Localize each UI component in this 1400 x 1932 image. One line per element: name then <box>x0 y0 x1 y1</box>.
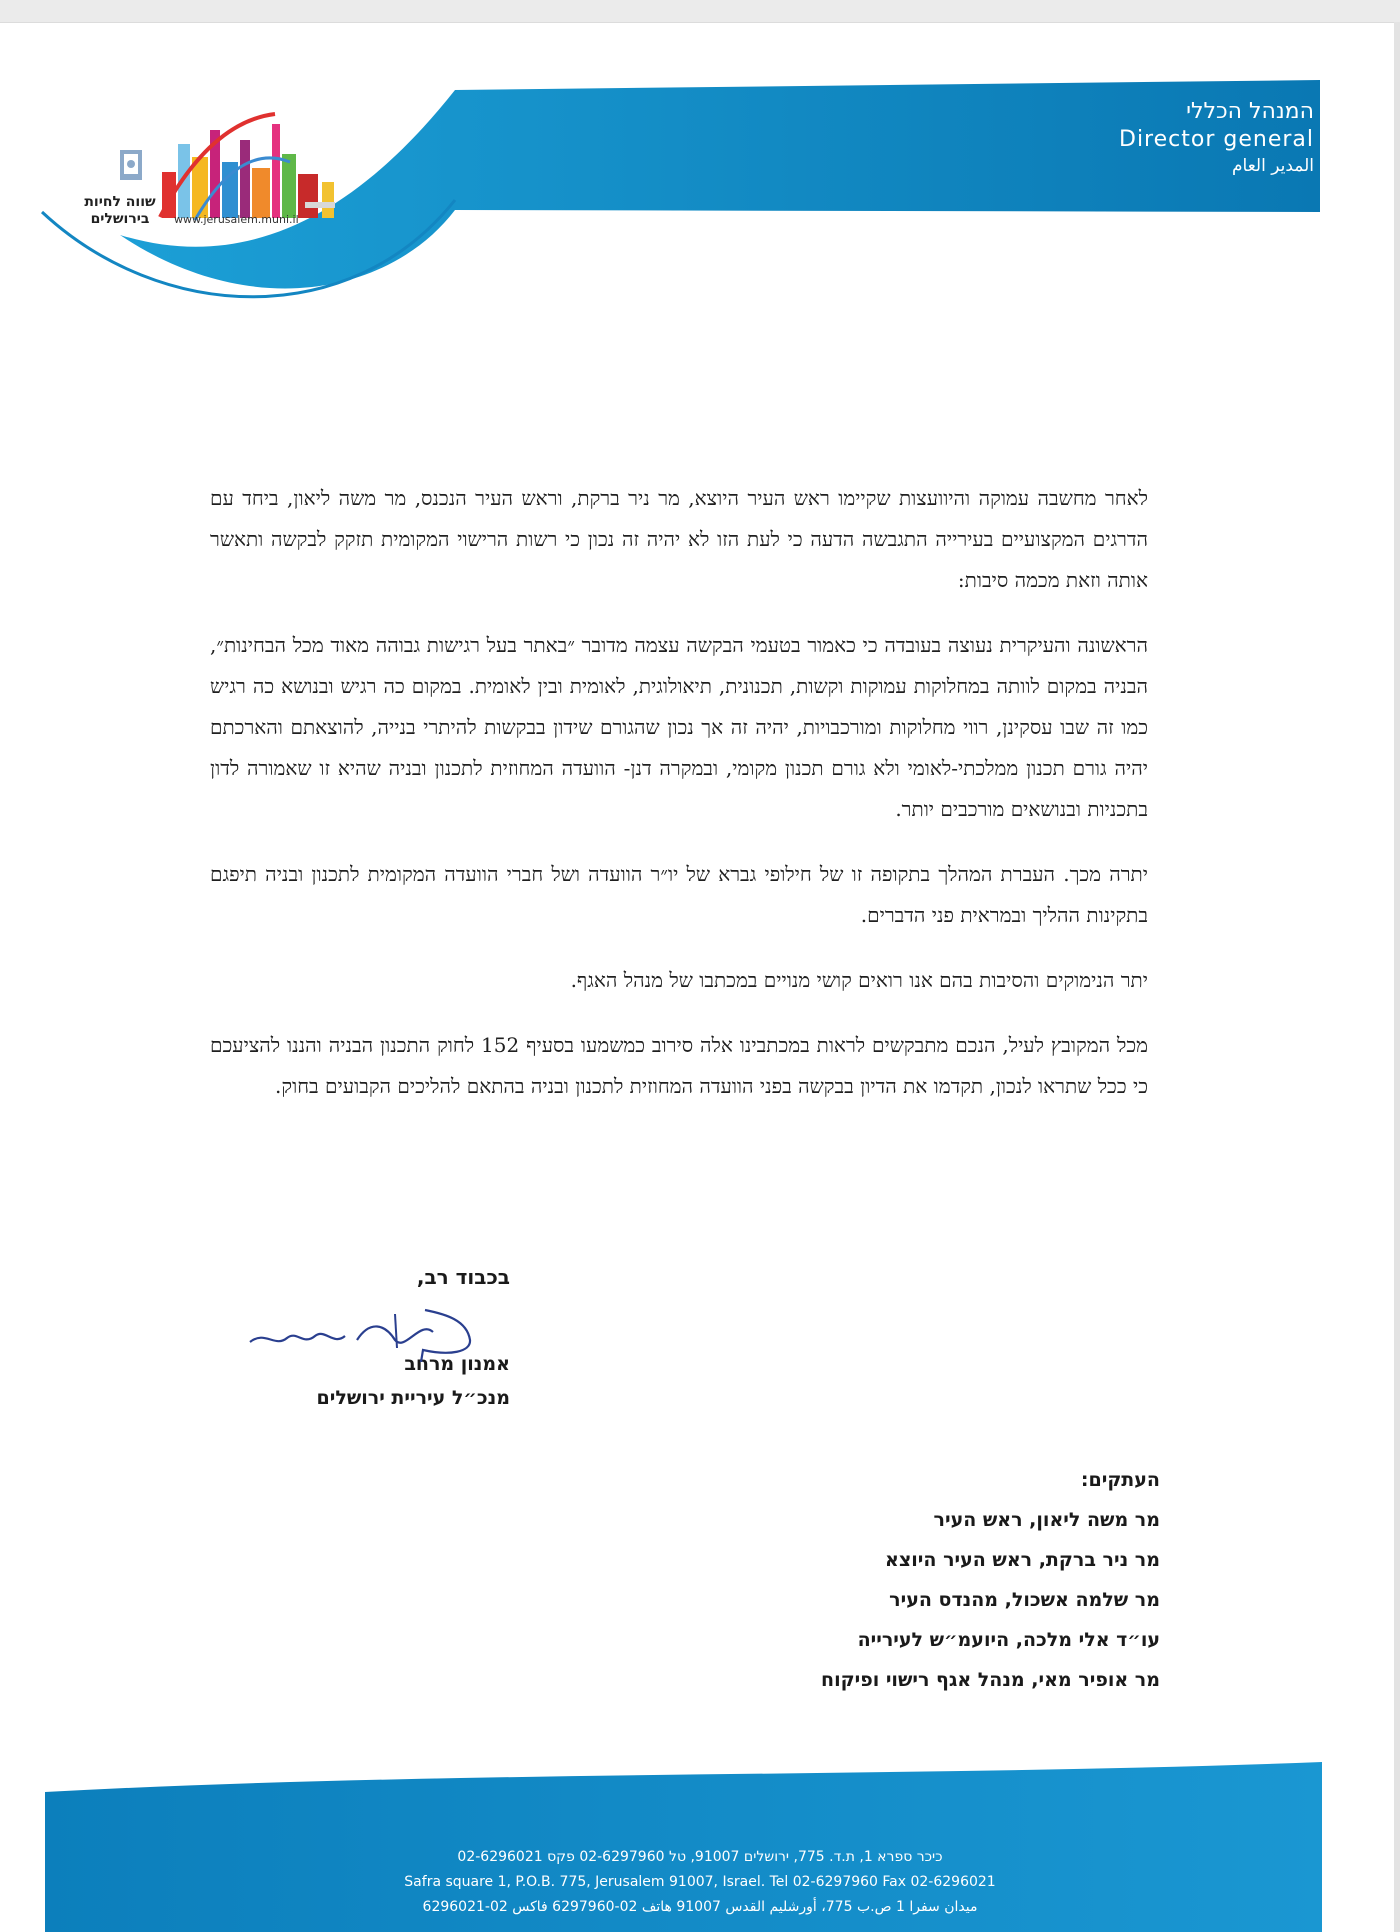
handwritten-signature <box>245 1300 485 1362</box>
cc-item: מר שלמה אשכול, מהנדס העיר <box>889 1589 1160 1611</box>
title-arabic: المدير العام <box>1232 156 1314 176</box>
body-paragraph-1: לאחר מחשבה עמוקה והיוועצות שקיימו ראש העיר היוצא, מר ניר ברקת, וראש העיר הנכנס, מר משה ליאון, ביחד עם הדרגים המקצועיים בעירייה התגבשה הדעה כי לעת הזו לא יהיה זה נכון כי רשות הרישוי המקומית תזקק לבקשה ותאשר אותה וזאת מכמה סיבות: <box>210 486 1148 592</box>
title-hebrew: המנהל הכללי <box>1186 99 1314 124</box>
logo-slogan: שווה לחיות בירושלים <box>84 194 156 227</box>
cc-item: עו״ד אלי מלכה, היועמ״ש לעירייה <box>857 1629 1160 1651</box>
letter-body <box>210 478 1148 1131</box>
regards-text: בכבוד רב, <box>416 1265 510 1289</box>
footer-line-hebrew: כיכר ספרא 1, ת.ד. 775, ירושלים 91007, טל 02-6297960 פקס 02-6296021 <box>457 1849 943 1865</box>
viewer-top-bar <box>0 0 1400 23</box>
signer-title: מנכ״ל עיריית ירושלים <box>316 1387 510 1409</box>
footer-line-arabic: ميدان سفرا 1 ص.ب 775، أورشليم القدس 91007 هاتف 02-6297960 فاكس 02-6296021 <box>422 1899 978 1915</box>
footer-line-english: Safra square 1, P.O.B. 775, Jerusalem 91007, Israel. Tel 02-6297960 Fax 02-6296021 <box>404 1874 996 1890</box>
title-english: Director general <box>1119 127 1314 152</box>
director-general-title <box>954 98 1314 178</box>
body-paragraph-3: יתרה מכך. העברת המהלך בתקופה זו של חילופי גברא של יו״ר הוועדה ושל חברי הוועדה המקומית לתכנון ובניה תיפגם בתקינות ההליך ובמראית פני הדברים. <box>210 862 1148 927</box>
body-paragraph-5: מכל המקובץ לעיל, הנכם מתבקשים לראות במכתבינו אלה סירוב כמשמעו בסעיף 152 לחוק התכנון הבניה והננו להציעכם כי ככל שתראו לנכון, תקדמו את הדיון בבקשה בפני הוועדה המחוזית לתכנון ובניה בהתאם להליכים הקבועים בחוק. <box>210 1033 1148 1098</box>
body-paragraph-2: הראשונה והעיקרית נעוצה בעובדה כי כאמור בטעמי הבקשה עצמה מדובר ״באתר בעל רגישות גבוהה מאוד מכל הבחינות״, הבניה במקום לוותה במחלוקות עמוקות וקשות, תכנונית, תיאולוגית, לאומית ובין לאומית. במקום כה רגיש ובנושא כה רגיש כמו זה שבו עסקינן, רווי מחלוקות ומורכבויות, יהיה זה אך נכון שהגורם שידון בבקשות להיתרי בנייה, להוצאתם והארכתם יהיה גורם תכנון ממלכתי-לאומי ולא גורם תכנון מקומי, ובמקרה דנן- הוועדה המחוזית לתכנון ובניה שהיא זו שאמורה לדון בתכניות ובנושאים מורכבים יותר. <box>210 633 1148 821</box>
logo-url: www.jerusalem.muni.il <box>174 213 299 226</box>
cc-item: מר ניר ברקת, ראש העיר היוצא <box>885 1549 1160 1571</box>
cc-item: מר משה ליאון, ראש העיר <box>933 1509 1160 1531</box>
footer-address <box>0 1845 1400 1920</box>
signer-name: אמנון מרחב <box>404 1353 510 1375</box>
body-paragraph-4: יתר הנימוקים והסיבות בהם אנו רואים קושי מנויים במכתבו של מנהל האגף. <box>570 968 1148 992</box>
cc-title: העתקים: <box>1080 1469 1160 1491</box>
cc-list <box>600 1460 1160 1700</box>
cc-item: מר אופיר מאי, מנהל אגף רישוי ופיקוח <box>821 1669 1160 1691</box>
